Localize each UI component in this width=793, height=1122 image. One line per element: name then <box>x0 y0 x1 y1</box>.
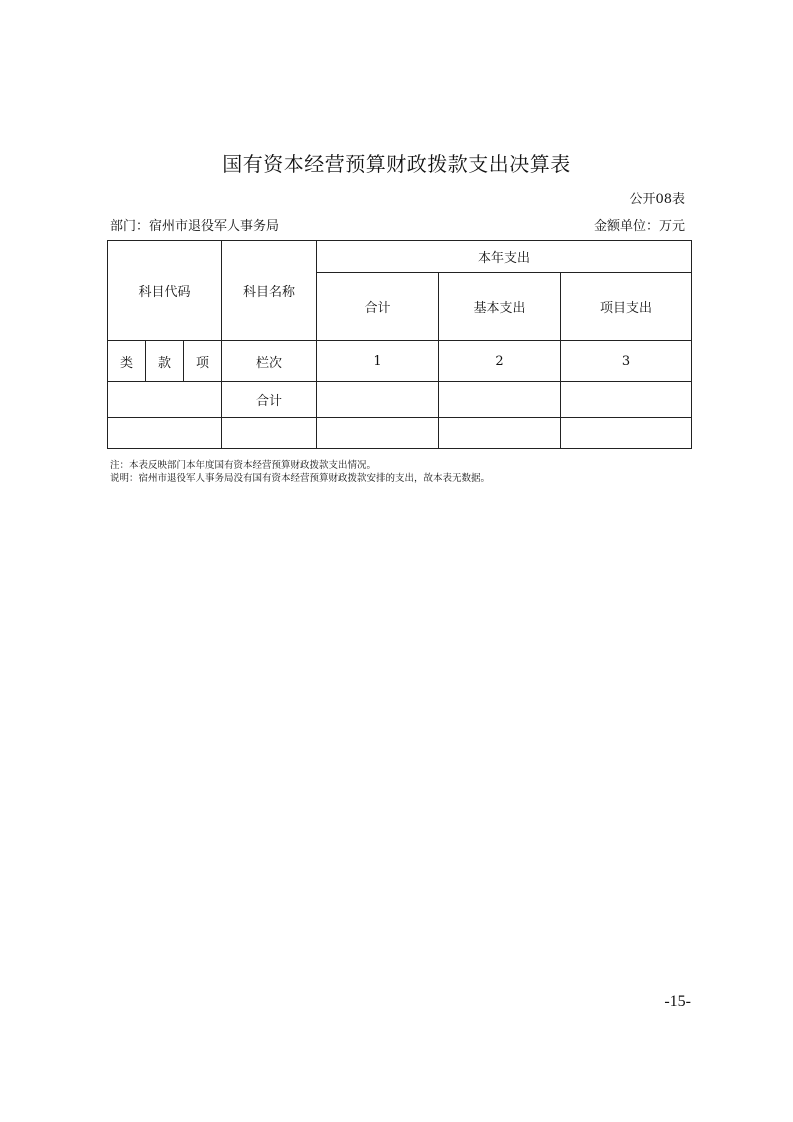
expenditure-table <box>107 240 692 449</box>
total-row <box>108 382 692 418</box>
empty-row-code <box>108 418 222 449</box>
column-index-1: 1 <box>317 341 439 382</box>
explanation-line: 说明：宿州市退役军人事务局没有国有资本经营预算财政拨款安排的支出，故本表无数据。 <box>110 473 491 484</box>
empty-row-total <box>317 418 439 449</box>
empty-row-basic <box>439 418 561 449</box>
total-row-project <box>561 382 692 418</box>
section-cell: 款 <box>146 341 184 382</box>
category-cell: 类 <box>108 341 146 382</box>
form-number: 公开08表 <box>629 192 685 207</box>
table-header-row <box>108 241 692 273</box>
item-cell: 项 <box>184 341 222 382</box>
total-column-header: 合计 <box>317 273 439 341</box>
project-expenditure-header: 项目支出 <box>561 273 692 341</box>
basic-expenditure-header: 基本支出 <box>439 273 561 341</box>
table-notes <box>110 459 490 485</box>
total-row-label: 合计 <box>222 382 317 418</box>
total-row-total <box>317 382 439 418</box>
document-title: 国有资本经营预算财政拨款支出决算表 <box>222 152 571 176</box>
empty-row-name <box>222 418 317 449</box>
subject-name-header: 科目名称 <box>222 241 317 341</box>
amount-unit-label: 金额单位：万元 <box>593 219 685 234</box>
note-line: 注：本表反映部门本年度国有资本经营预算财政拨款支出情况。 <box>110 460 377 471</box>
column-index-3: 3 <box>561 341 692 382</box>
department-label: 部门：宿州市退役军人事务局 <box>110 219 280 234</box>
current-year-expenditure-header: 本年支出 <box>317 241 692 273</box>
total-row-code <box>108 382 222 418</box>
empty-row-project <box>561 418 692 449</box>
column-index-2: 2 <box>439 341 561 382</box>
table-row <box>108 418 692 449</box>
total-row-basic <box>439 382 561 418</box>
column-number-label: 栏次 <box>222 341 317 382</box>
page-number: -15- <box>664 993 691 1010</box>
subject-code-header: 科目代码 <box>108 241 222 341</box>
column-index-row <box>108 341 692 382</box>
